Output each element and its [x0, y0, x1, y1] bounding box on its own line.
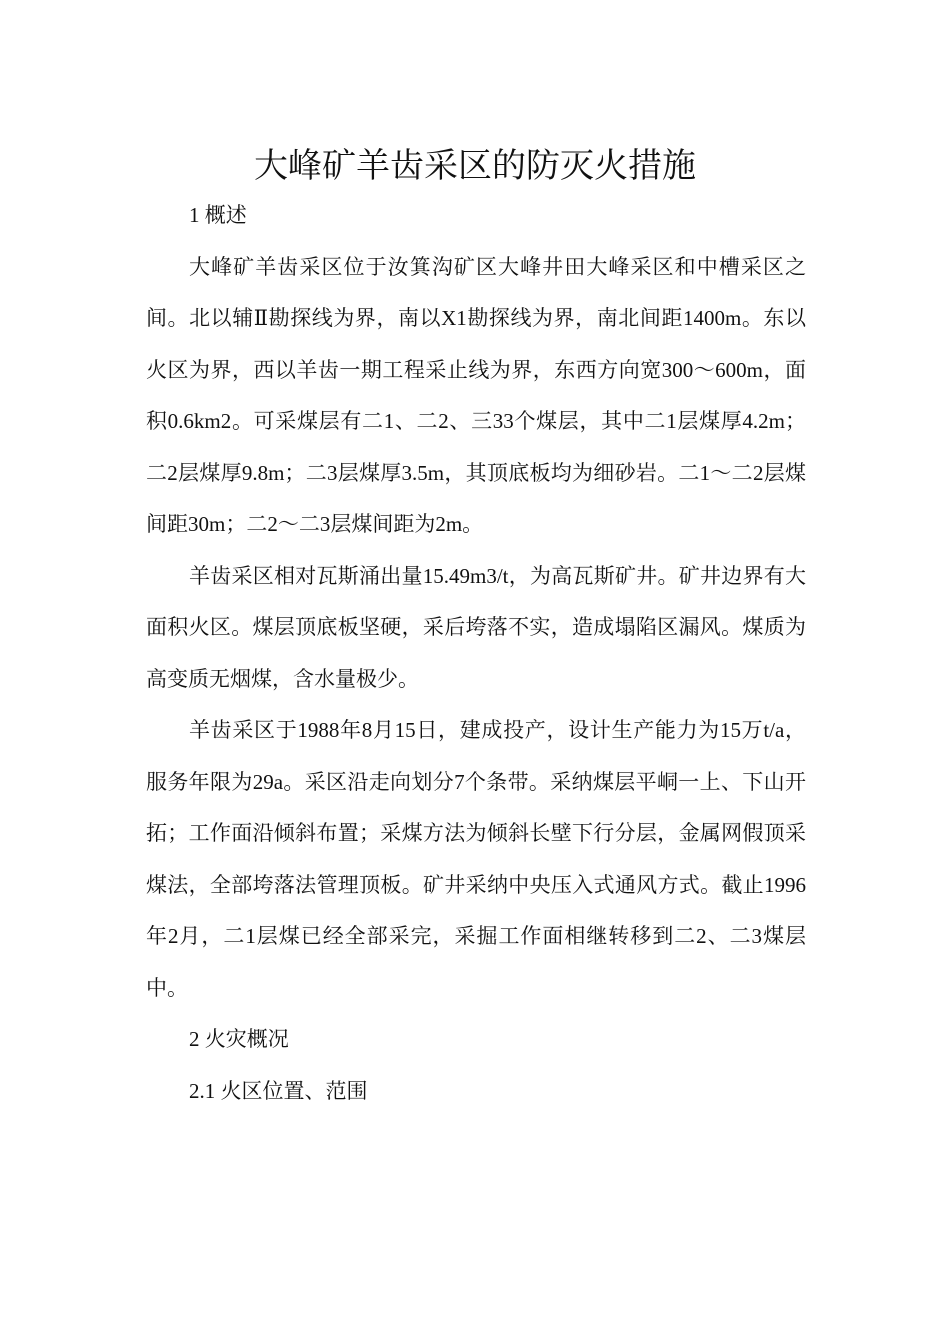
paragraph-gas: 羊齿采区相对瓦斯涌出量15.49m3/t，为高瓦斯矿井。矿井边界有大面积火区。煤层顶底板坚硬，采后垮落不实，造成塌陷区漏风。煤质为高变质无烟煤，含水量极少。	[146, 563, 806, 691]
section-heading-fire: 2 火灾概况	[189, 1027, 289, 1051]
paragraph-production: 羊齿采区于1988年8月15日，建成投产，设计生产能力为15万t/a，服务年限为29a。采区沿走向划分7个条带。采纳煤层平峒一上、下山开拓；工作面沿倾斜布置；采煤方法为倾斜长壁下行分层，金属网假顶采煤法，全部垮落法管理顶板。矿井采纳中央压入式通风方式。截止1996年2月，二1层煤已经全部采完，采掘工作面相继转移到二2、二3煤层中。	[146, 718, 806, 1000]
document-title: 大峰矿羊齿采区的防灭火措施	[254, 147, 696, 185]
document-body	[146, 190, 806, 1117]
paragraph-location: 大峰矿羊齿采区位于汝箕沟矿区大峰井田大峰采区和中槽采区之间。北以辅Ⅱ勘探线为界，南以X1勘探线为界，南北间距1400m。东以火区为界，西以羊齿一期工程采止线为界，东西方向宽300～600m，面积0.6km2。可采煤层有二1、二2、三33个煤层，其中二1层煤厚4.2m；二2层煤厚9.8m；二3层煤厚3.5m，其顶底板均为细砂岩。二1～二2层煤间距30m；二2～二3层煤间距为2m。	[146, 254, 806, 536]
subsection-heading-fire-area: 2.1 火区位置、范围	[189, 1078, 368, 1103]
section-heading-overview: 1 概述	[189, 203, 247, 227]
